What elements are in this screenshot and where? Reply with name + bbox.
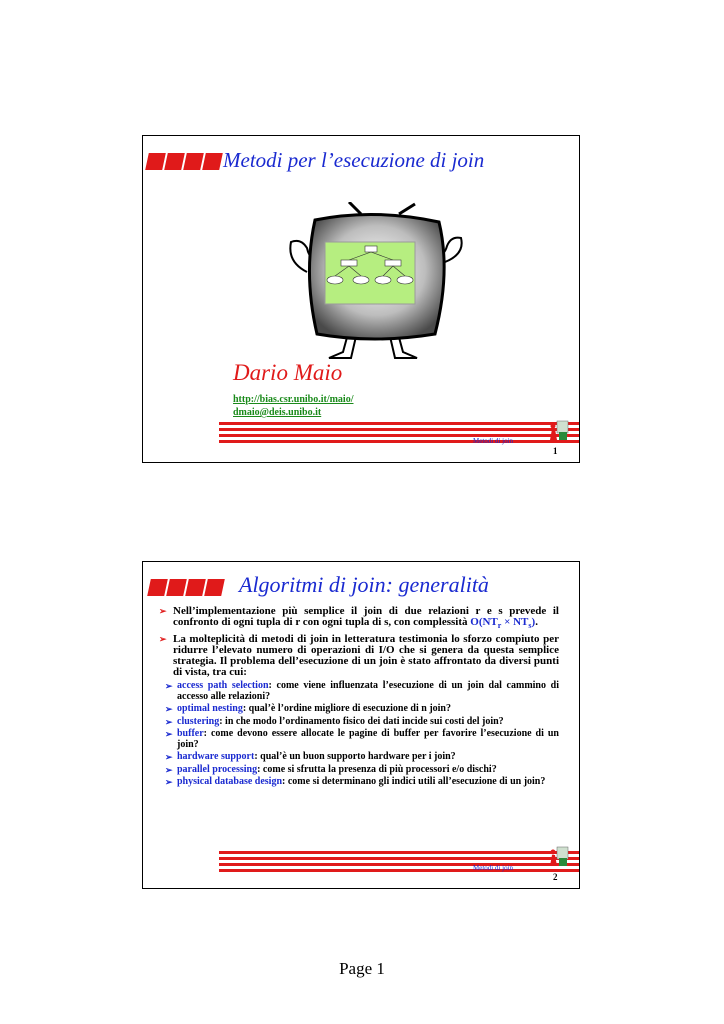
sub-item-keyword: access path selection (177, 680, 269, 692)
sub-item-keyword: buffer (177, 728, 204, 740)
formula-subscript: s (528, 621, 532, 631)
tv-character-illustration (279, 202, 469, 362)
formula-part: ) (531, 616, 536, 628)
sub-item-text: : qual’è un buon supporto hardware per i join? (254, 751, 456, 763)
sub-item (159, 681, 559, 702)
complexity-formula (470, 616, 536, 631)
title-bars-decoration (147, 153, 221, 170)
website-link[interactable]: http://bias.csr.unibo.it/maio/ (233, 394, 354, 405)
sub-item-text: : come si determinano gli indici utili all’esecuzione di un join? (282, 776, 546, 788)
footer-label: Metodi di join (473, 437, 514, 445)
bullet-arrow-icon: ➢ (159, 606, 167, 616)
bullet-item (159, 606, 559, 631)
bullet-end: . (535, 616, 538, 628)
sub-item-text: : in che modo l’ordinamento fisico dei dati incide sui costi del join? (219, 715, 504, 727)
slide-number: 2 (553, 872, 558, 882)
sub-item-text: : come si sfrutta la presenza di più processori e/o dischi? (257, 763, 497, 775)
slide-number: 1 (553, 446, 558, 456)
slide-content (159, 606, 559, 790)
slide-title: Algoritmi di join: generalità (239, 572, 489, 597)
author-name: Dario Maio (233, 360, 343, 385)
bullet-arrow-icon: ➢ (165, 704, 173, 715)
slide-title: Metodi per l’esecuzione di join (223, 148, 485, 172)
bullet-arrow-icon: ➢ (165, 716, 173, 727)
email-link[interactable]: dmaio@deis.unibo.it (233, 407, 322, 418)
bullet-text: Nell’implementazione più semplice il join di due relazioni r e s prevede il confronto di ogni tupla di r con ogni tupla di s, con complessità (173, 605, 559, 628)
sub-item (159, 765, 559, 776)
bullet-text: La molteplicità di metodi di join in letteratura testimonia lo sforzo compiuto per ridurre l’elevato numero di operazioni di I/O che si genera da questa semplice strategia. Il problema dell’esecuzione di un join è stato affrontato da diversi punti di vista, tra cui: (173, 633, 559, 679)
bullet-arrow-icon: ➢ (165, 764, 173, 775)
slide-1 (142, 135, 580, 463)
sub-item (159, 729, 559, 750)
slide-2 (142, 561, 580, 889)
sub-item (159, 752, 559, 763)
sub-item-text: : qual’è l’ordine migliore di esecuzione di n join? (242, 703, 451, 715)
formula-part: × NT (501, 616, 529, 628)
sub-item-keyword: physical database design (177, 776, 283, 788)
bullet-item (159, 634, 559, 678)
sub-item-keyword: hardware support (177, 751, 255, 763)
formula-subscript: r (497, 621, 502, 631)
sub-item (159, 717, 559, 728)
bullet-arrow-icon: ➢ (165, 752, 173, 763)
sub-item-keyword: optimal nesting (177, 703, 243, 715)
sub-item-text: : come devono essere allocate le pagine di buffer per favorire l’esecuzione di un join? (177, 728, 559, 750)
title-bars-decoration (149, 579, 223, 596)
sub-item-keyword: clustering (177, 715, 220, 727)
sub-item-text: : come viene influenzata l’esecuzione di un join dal cammino di accesso alle relazioni? (177, 680, 559, 702)
bullet-arrow-icon: ➢ (159, 634, 167, 645)
sub-item-keyword: parallel processing (177, 763, 258, 775)
footer-red-lines (219, 422, 579, 446)
sub-item (159, 777, 559, 788)
page-label: Page 1 (339, 959, 385, 978)
bullet-arrow-icon: ➢ (165, 681, 173, 692)
formula-part: O(NT (470, 616, 498, 628)
footer-red-lines (219, 851, 579, 875)
presenter-logo-icon (547, 846, 569, 868)
presenter-logo-icon (547, 420, 569, 442)
bullet-arrow-icon: ➢ (165, 729, 173, 740)
bullet-arrow-icon: ➢ (165, 777, 173, 788)
sub-item (159, 704, 559, 715)
footer-label: Metodi di join (473, 864, 514, 872)
